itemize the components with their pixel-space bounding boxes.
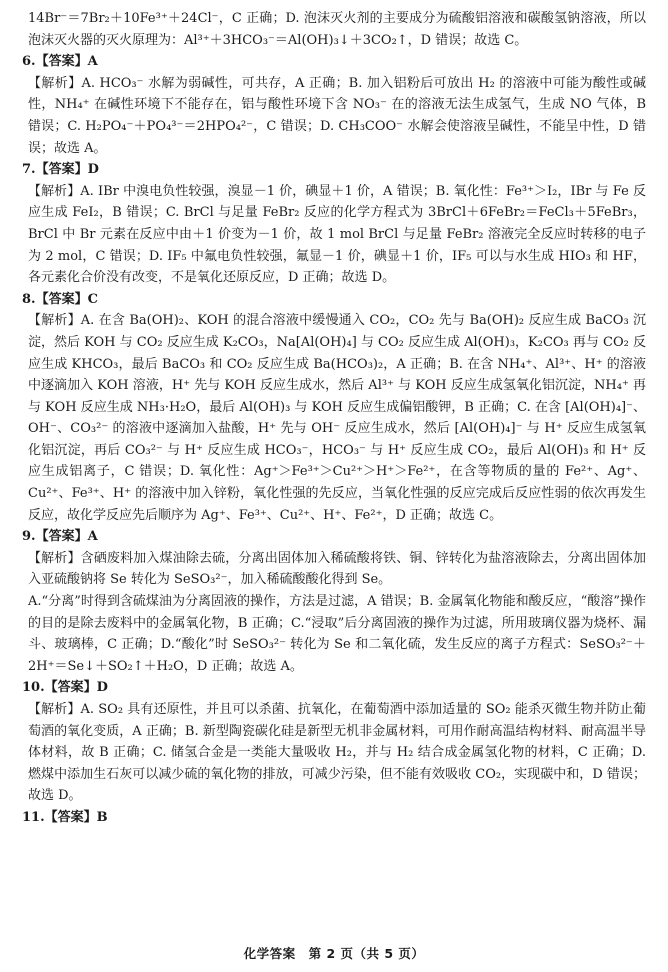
explanation-paragraph: A.“分离”时得到含硫煤油为分离固液的操作，方法是过滤，A 错误；B. 金属氧化物能和酸反应，“酸溶”操作的目的是除去废料中的金属氧化物，B 正确；C.“浸取”后分离固液的操作为过滤，所用玻璃仪器为烧杯、漏斗、玻璃棒，C 正确；D.“酸化”时 SeSO₃²⁻ 转化为 Se 和二氧化硫，发生反应的离子方程式：SeSO₃²⁻＋2H⁺＝Se↓＋SO₂↑＋H₂O，D 正确；故选 A。 [28, 594, 646, 674]
explanation-paragraph: 【解析】A. HCO₃⁻ 水解为弱碱性，可共存，A 正确；B. 加入铝粉后可放出 H₂ 的溶液中可能为酸性或碱性，NH₄⁺ 在碱性环境下不能存在，铝与酸性环境下含 NO₃⁻ 在的溶液无法生成氢气，生成 NO 气体，B 错误；C. H₂PO₄⁻＋PO₄³⁻＝2HPO₄²⁻，C 错误；D. CH₃COO⁻ 水解会使溶液呈碱性，不能呈中性，D 错误；故选 A。 [28, 75, 646, 156]
explanation-paragraph: 【解析】A. SO₂ 具有还原性，并且可以杀菌、抗氧化，在葡萄酒中添加适量的 SO₂ 能杀灭微生物并防止葡萄酒的氧化变质，A 正确；B. 新型陶瓷碳化硅是新型无机非金属材料，可用作耐高温结构材料、耐高温半导体材料，故 B 正确；C. 储氢合金是一类能大量吸收 H₂，并与 H₂ 结合成金属氢化物的材料，C 正确；D. 燃煤中添加生石灰可以减少硫的氧化物的排放，可减少污染，但不能有效吸收 CO₂，实现碳中和，D 错误；故选 D。 [28, 702, 646, 804]
answer-content [22, 8, 646, 829]
question-answer-heading: 7.【答案】D [22, 162, 99, 178]
explanation-paragraph: 【解析】A. 在含 Ba(OH)₂、KOH 的混合溶液中缓慢通入 CO₂，CO₂ 先与 Ba(OH)₂ 反应生成 BaCO₃ 沉淀，然后 KOH 与 CO₂ 反应生成 K₂CO₃，Na[Al(OH)₄] 与 CO₂ 反应生成 Al(OH)₃，K₂CO₃ 再与 CO₂ 反应生成 KHCO₃，最后 BaCO₃ 和 CO₂ 反应生成 Ba(HCO₃)₂，A 正确；B. 在含 NH₄⁺、Al³⁺、H⁺ 的溶液中逐滴加入 KOH 溶液，H⁺ 先与 KOH 反应生成水，然后 Al³⁺ 与 KOH 反应生成氢氧化铝沉淀，NH₄⁺ 再与 KOH 反应生成 NH₃·H₂O，最后 Al(OH)₃ 与 KOH 反应生成偏铝酸钾，B 正确；C. 在含 [Al(OH)₄]⁻、OH⁻、CO₃²⁻ 的溶液中逐滴加入盐酸，H⁺ 先与 OH⁻ 反应生成水，然后 [Al(OH)₄]⁻ 与 H⁺ 反应生成氢氧化铝沉淀，再后 CO₃²⁻ 与 H⁺ 反应生成 HCO₃⁻，HCO₃⁻ 与 H⁺ 反应生成 CO₂，最后 Al(OH)₃ 和 H⁺ 反应生成铝离子，C 错误；D. 氧化性：Ag⁺＞Fe³⁺＞Cu²⁺＞H⁺＞Fe²⁺，在含等物质的量的 Fe²⁺、Ag⁺、Cu²⁺、Fe³⁺、H⁺ 的溶液中加入锌粉，氧化性强的先反应，当氧化性强的反应完成后反应性弱的依次再发生反应，故化学反应先后顺序为 Ag⁺、Fe³⁺、Cu²⁺、H⁺、Fe²⁺，D 正确；故选 C。 [28, 313, 646, 523]
question-answer-heading: 9.【答案】A [22, 529, 98, 545]
question-answer-heading: 8.【答案】C [22, 291, 98, 307]
explanation-paragraph: 【解析】含硒废料加入煤油除去硫，分离出固体加入稀硫酸将铁、铜、锌转化为盐溶液除去，分离出固体加入亚硫酸钠将 Se 转化为 SeSO₃²⁻，加入稀硫酸酸化得到 Se。 [28, 550, 646, 588]
explanation-paragraph: 【解析】A. IBr 中溴电负性较强，溴显－1 价，碘显＋1 价，A 错误；B. 氧化性：Fe³⁺＞I₂，IBr 与 Fe 反应生成 FeI₂，B 错误；C. BrCl 与足量 FeBr₂ 反应的化学方程式为 3BrCl＋6FeBr₂＝FeCl₃＋5FeBr₃，BrCl 中 Br 元素在反应中由＋1 价变为－1 价，故 1 mol BrCl 与足量 FeBr₂ 溶液完全反应时转移的电子为 2 mol，C 错误；D. IF₅ 中氟电负性较强，氟显－1 价，碘显＋1 价，IF₅ 可以与水生成 HIO₃ 和 HF，各元素化合价没有改变，不是氧化还原反应，D 正确；故选 D。 [28, 183, 646, 286]
page-footer: 化学答案 第 2 页（共 5 页） [243, 946, 425, 961]
question-answer-heading: 10.【答案】D [22, 680, 108, 696]
question-answer-heading: 6.【答案】A [22, 54, 98, 70]
explanation-paragraph: 14Br⁻＝7Br₂＋10Fe³⁺＋24Cl⁻，C 正确；D. 泡沫灭火剂的主要成分为硫酸铝溶液和碳酸氢钠溶液，所以泡沫灭火器的灭火原理为：Al³⁺＋3HCO₃⁻＝Al(OH)₃↓＋3CO₂↑，D 错误；故选 C。 [28, 11, 646, 48]
question-answer-heading: 11.【答案】B [22, 809, 108, 825]
